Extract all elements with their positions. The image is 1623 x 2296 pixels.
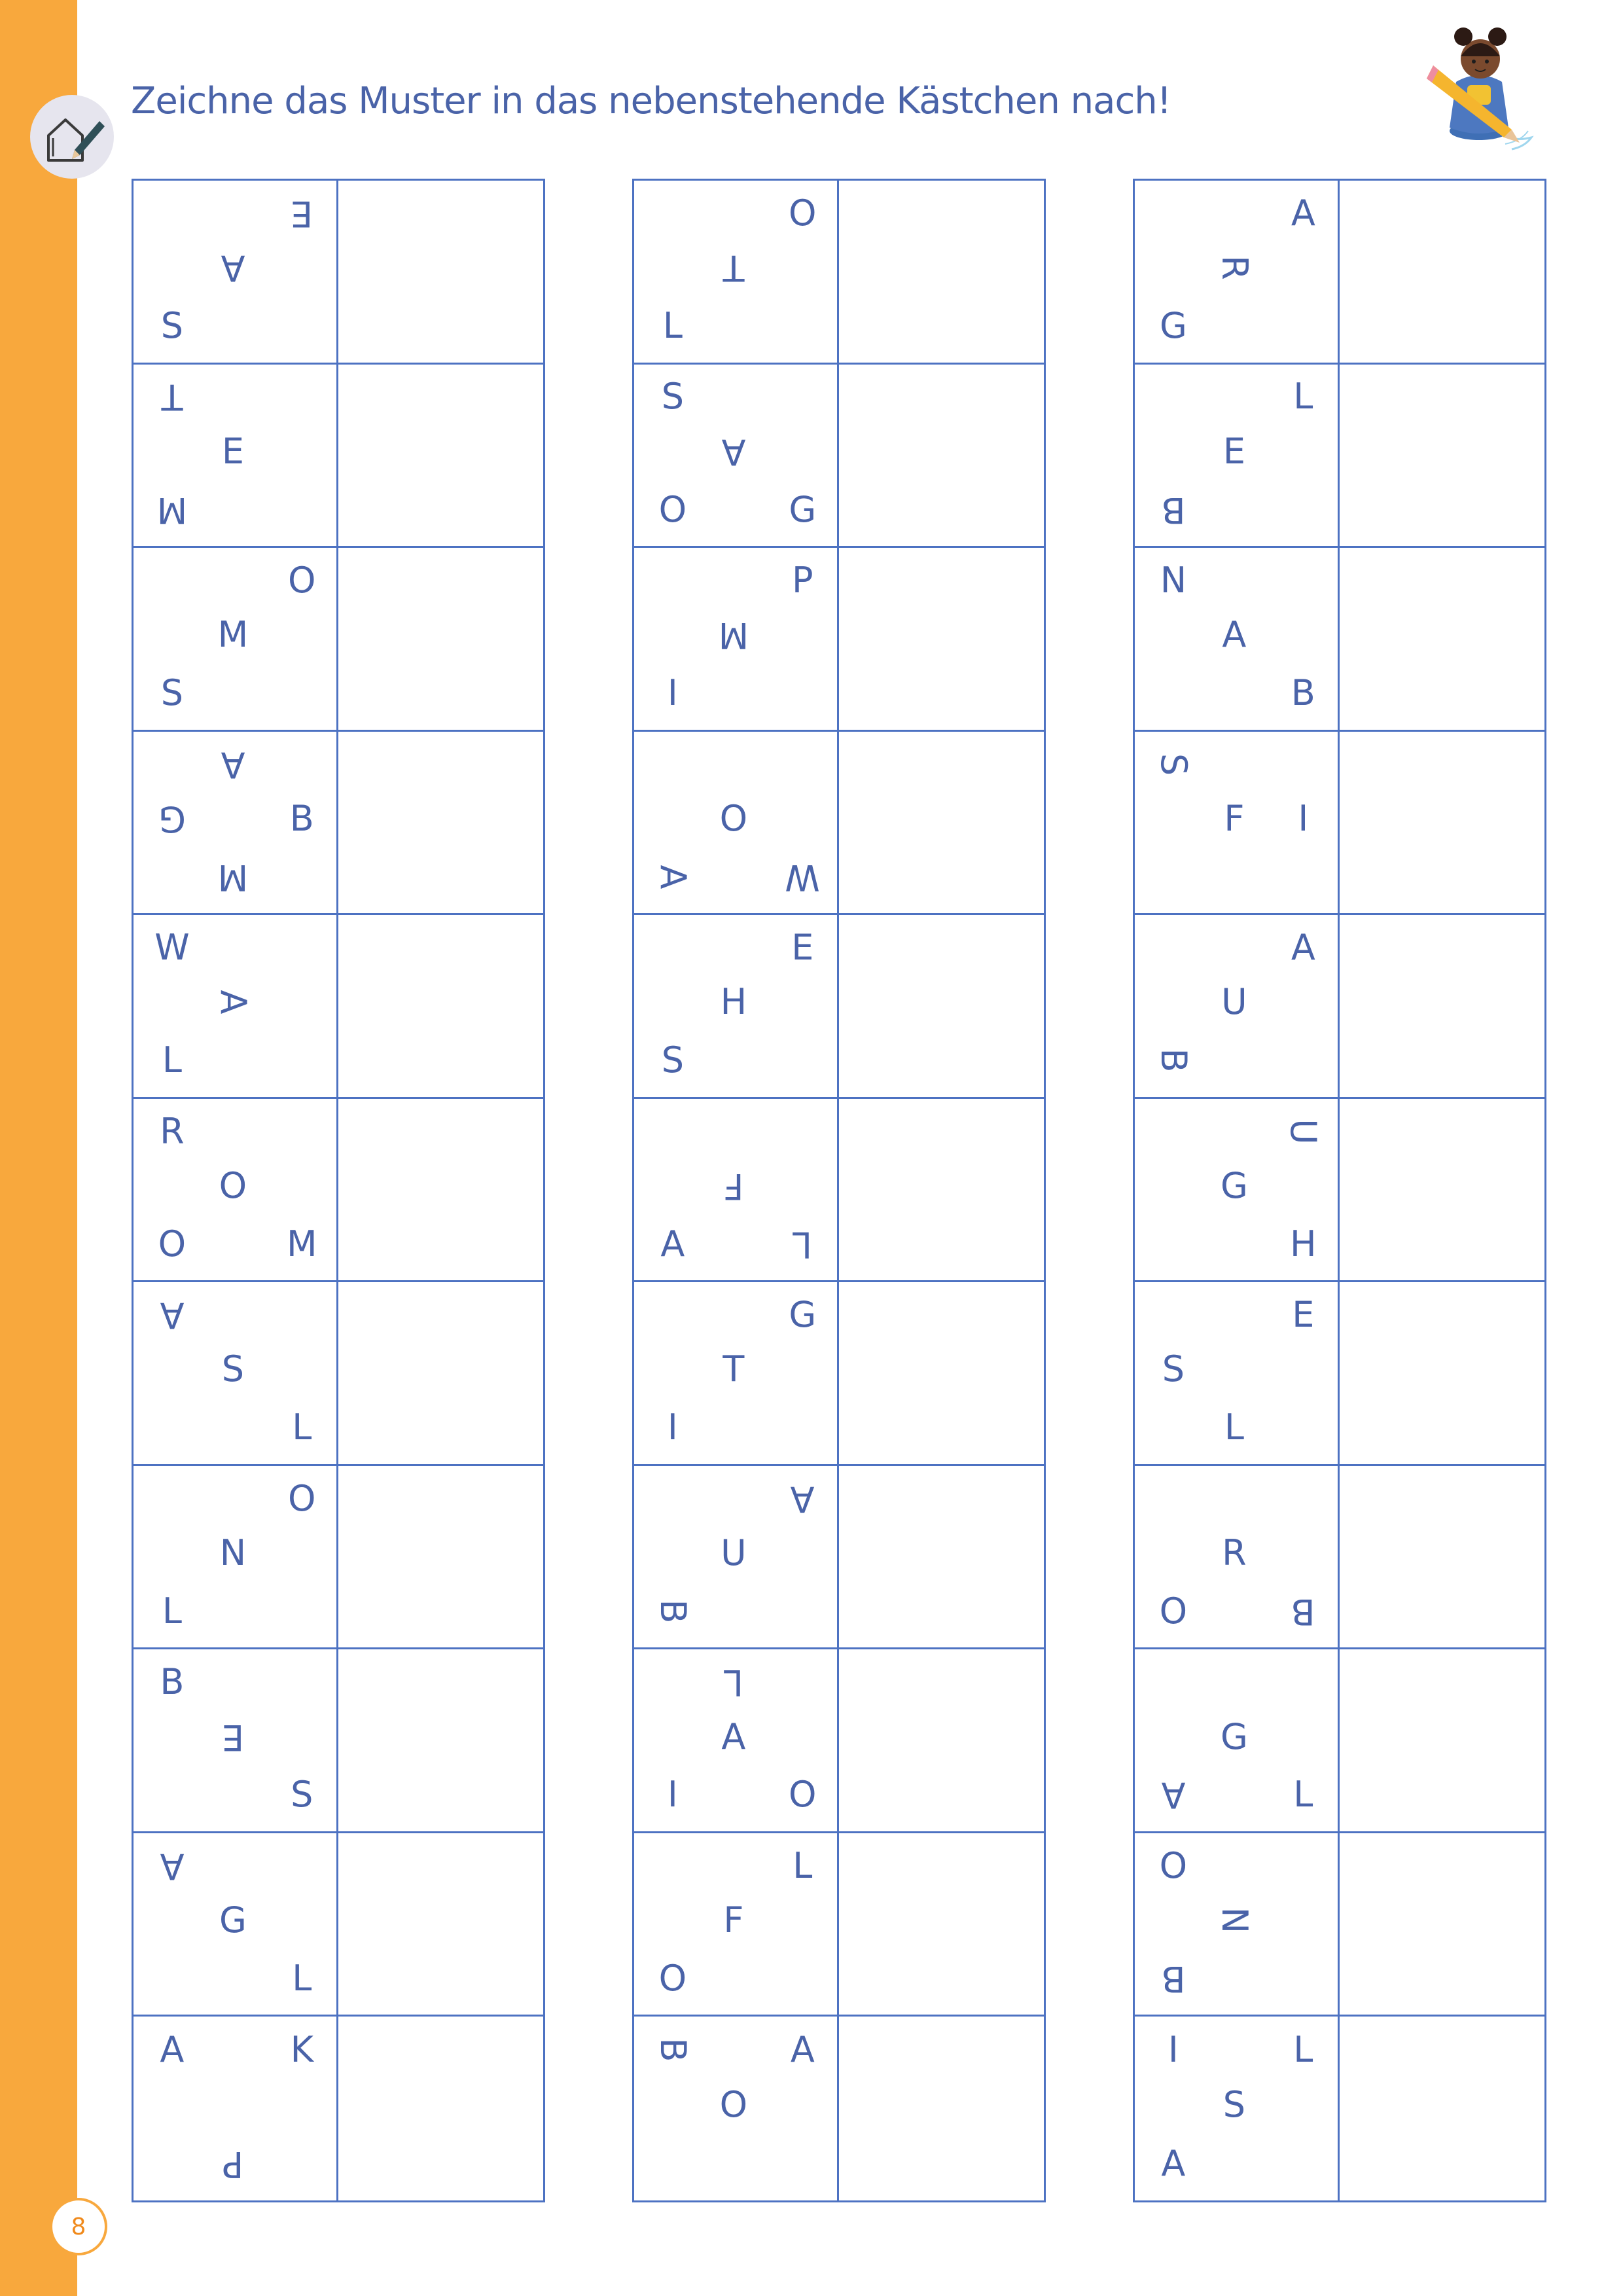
pattern-cell [634, 1833, 839, 2017]
drawing-cell[interactable] [839, 1099, 1044, 1283]
pattern-cell [134, 181, 338, 365]
pattern-letter: O [288, 1477, 316, 1519]
pattern-letter: B [1161, 489, 1186, 531]
pattern-cell [634, 1466, 839, 1650]
drawing-cell[interactable] [839, 2017, 1044, 2200]
pattern-letter: I [667, 672, 678, 714]
pattern-letter: G [1220, 1164, 1248, 1206]
pattern-letter: S [661, 376, 685, 418]
pattern-letter: A [1291, 927, 1315, 969]
pattern-letter: G [789, 1294, 817, 1336]
pattern-letter: R [1213, 255, 1255, 280]
pattern-letter: R [160, 1110, 185, 1152]
drawing-cell[interactable] [1340, 732, 1544, 916]
pattern-letter: O [288, 560, 316, 601]
drawing-cell[interactable] [1340, 181, 1544, 365]
pattern-letter: I [667, 1407, 678, 1448]
pattern-cell [1135, 548, 1340, 732]
pattern-cell [1135, 1833, 1340, 2017]
drawing-cell[interactable] [338, 365, 543, 548]
pattern-letter: A [790, 1478, 815, 1520]
pattern-letter: A [1291, 192, 1315, 234]
drawing-cell[interactable] [1340, 1649, 1544, 1833]
drawing-cell[interactable] [338, 1099, 543, 1283]
pattern-cell [634, 1282, 839, 1466]
exercise-column-3 [1133, 179, 1546, 2202]
pattern-cell [134, 365, 338, 548]
pattern-cell [134, 2017, 338, 2200]
pattern-letter: B [1291, 672, 1315, 714]
pattern-letter: L [162, 1039, 182, 1081]
pattern-cell [634, 181, 839, 365]
pattern-letter: N [219, 1532, 247, 1574]
pattern-letter: S [291, 1774, 313, 1816]
pattern-letter: A [212, 990, 254, 1014]
pattern-letter: L [662, 305, 683, 347]
drawing-cell[interactable] [338, 1649, 543, 1833]
pattern-letter: N [1160, 560, 1187, 601]
pattern-cell [634, 1649, 839, 1833]
pattern-letter: E [221, 1716, 244, 1758]
pattern-letter: G [158, 798, 186, 840]
pattern-letter: L [292, 1407, 312, 1448]
drawing-cell[interactable] [839, 1649, 1044, 1833]
pattern-letter: L [162, 1590, 182, 1632]
drawing-cell[interactable] [338, 2017, 543, 2200]
pattern-letter: S [1222, 2084, 1246, 2126]
pattern-cell [1135, 1466, 1340, 1650]
pattern-cell [1135, 365, 1340, 548]
pattern-letter: L [292, 1957, 312, 1999]
pattern-cell [634, 365, 839, 548]
pattern-cell [134, 732, 338, 916]
pattern-letter: L [793, 1844, 813, 1886]
pattern-letter: O [1159, 1590, 1188, 1632]
pattern-cell [634, 915, 839, 1099]
pattern-letter: L [1224, 1407, 1244, 1448]
pattern-letter: F [723, 1899, 744, 1941]
page-number: 8 [50, 2198, 107, 2255]
pattern-letter: A [221, 247, 245, 289]
pattern-letter: L [1293, 1774, 1313, 1816]
pattern-letter: E [791, 927, 814, 969]
pattern-letter: A [160, 1845, 185, 1887]
pattern-letter: U [721, 1532, 747, 1574]
drawing-cell[interactable] [839, 365, 1044, 548]
pattern-cell [134, 1649, 338, 1833]
pattern-letter: O [658, 1957, 687, 1999]
drawing-cell[interactable] [839, 732, 1044, 916]
pattern-letter: L [793, 1223, 813, 1265]
pattern-letter: U [1221, 981, 1247, 1023]
pattern-letter: O [219, 1164, 247, 1206]
pattern-letter: A [721, 431, 746, 473]
pattern-letter: M [287, 1223, 317, 1265]
drawing-cell[interactable] [839, 915, 1044, 1099]
house-pencil-icon [30, 95, 114, 179]
drawing-cell[interactable] [839, 548, 1044, 732]
pattern-cell [134, 1282, 338, 1466]
pattern-letter: B [1291, 1590, 1315, 1632]
pattern-letter: K [290, 2028, 313, 2070]
pattern-letter: M [156, 489, 188, 531]
pattern-letter: F [1224, 797, 1245, 839]
pattern-cell [134, 1099, 338, 1283]
pattern-letter: B [1161, 1958, 1186, 2000]
drawing-cell[interactable] [338, 915, 543, 1099]
pattern-letter: A [160, 2028, 185, 2070]
drawing-cell[interactable] [1340, 1466, 1544, 1650]
pattern-letter: L [1293, 2028, 1313, 2070]
pattern-letter: T [161, 376, 183, 418]
drawing-cell[interactable] [1340, 1099, 1544, 1283]
pattern-letter: A [1222, 614, 1247, 656]
exercise-column-2 [632, 179, 1046, 2202]
pattern-letter: L [723, 1662, 743, 1704]
instruction-heading: Zeichne das Muster in das nebenstehende Kästchen nach! [131, 80, 1171, 122]
pattern-letter: S [160, 672, 184, 714]
drawing-cell[interactable] [1340, 365, 1544, 548]
pattern-letter: P [792, 560, 813, 601]
pattern-letter: T [722, 247, 745, 289]
pattern-letter: G [789, 488, 817, 530]
drawing-cell[interactable] [338, 1833, 543, 2017]
pattern-letter: O [658, 488, 687, 530]
pattern-letter: E [291, 192, 313, 234]
drawing-cell[interactable] [1340, 2017, 1544, 2200]
pattern-letter: S [160, 305, 184, 347]
pattern-letter: L [1293, 376, 1313, 418]
pattern-cell [634, 732, 839, 916]
drawing-cell[interactable] [1340, 1282, 1544, 1466]
pattern-cell [134, 1833, 338, 2017]
pattern-letter: M [718, 615, 749, 656]
pattern-letter: E [1222, 430, 1245, 472]
pattern-letter: B [1152, 1048, 1194, 1073]
pattern-letter: S [1162, 1348, 1185, 1390]
pattern-cell [1135, 2017, 1340, 2200]
drawing-cell[interactable] [839, 1466, 1044, 1650]
pattern-letter: S [221, 1348, 245, 1390]
drawing-cell[interactable] [1340, 915, 1544, 1099]
pattern-cell [1135, 1282, 1340, 1466]
pattern-letter: O [719, 797, 748, 839]
pattern-cell [1135, 1099, 1340, 1283]
pattern-letter: I [1298, 797, 1309, 839]
pattern-letter: T [722, 1348, 745, 1390]
pattern-letter: F [723, 1165, 744, 1207]
pattern-letter: A [721, 1715, 746, 1757]
pattern-letter: E [221, 430, 244, 472]
pattern-letter: B [652, 1599, 694, 1624]
drawing-cell[interactable] [338, 1282, 543, 1466]
pattern-letter: O [719, 2084, 748, 2126]
drawing-cell[interactable] [1340, 1833, 1544, 2017]
pattern-letter: A [652, 865, 694, 889]
drawing-cell[interactable] [338, 548, 543, 732]
pattern-letter: W [785, 856, 820, 898]
drawing-cell[interactable] [338, 732, 543, 916]
pattern-letter: S [1152, 753, 1194, 776]
pattern-letter: B [289, 797, 314, 839]
pattern-letter: I [667, 1774, 678, 1816]
pattern-letter: G [1159, 305, 1187, 347]
pattern-cell [134, 1466, 338, 1650]
pattern-cell [1135, 181, 1340, 365]
pattern-letter: I [1168, 2028, 1179, 2070]
pattern-letter: M [217, 856, 249, 898]
pattern-letter: A [1161, 1774, 1186, 1816]
pattern-letter: S [661, 1039, 685, 1081]
pattern-letter: W [154, 927, 190, 969]
pattern-letter: O [789, 1774, 817, 1816]
pattern-letter: A [221, 744, 245, 785]
drawing-cell[interactable] [1340, 548, 1544, 732]
orange-side-stripe [0, 0, 77, 2296]
pattern-letter: B [652, 2037, 694, 2062]
pattern-letter: G [1220, 1715, 1248, 1757]
drawing-cell[interactable] [839, 181, 1044, 365]
pattern-cell [1135, 915, 1340, 1099]
pattern-letter: B [160, 1661, 185, 1703]
pattern-letter: O [789, 192, 817, 234]
pattern-cell [1135, 1649, 1340, 1833]
pattern-letter: A [160, 1295, 185, 1336]
pattern-letter: A [1161, 2142, 1186, 2184]
pattern-letter: H [720, 981, 747, 1023]
pattern-letter: G [219, 1899, 247, 1941]
drawing-cell[interactable] [338, 1466, 543, 1650]
pattern-letter: N [1213, 1907, 1255, 1934]
pattern-cell [634, 2017, 839, 2200]
pattern-cell [634, 548, 839, 732]
pattern-letter: O [1159, 1844, 1188, 1886]
pattern-cell [634, 1099, 839, 1283]
drawing-cell[interactable] [338, 181, 543, 365]
pattern-letter: A [790, 2028, 815, 2070]
pattern-letter: O [158, 1223, 187, 1265]
pattern-letter: P [222, 2143, 244, 2185]
pattern-letter: U [1283, 1118, 1325, 1145]
exercise-column-1 [132, 179, 545, 2202]
girl-with-pencil-illustration [1407, 20, 1558, 164]
pattern-cell [1135, 732, 1340, 916]
pattern-letter: A [660, 1223, 685, 1265]
pattern-letter: M [217, 614, 249, 656]
pattern-letter: R [1222, 1532, 1247, 1574]
drawing-cell[interactable] [839, 1282, 1044, 1466]
pattern-letter: H [1289, 1223, 1317, 1265]
drawing-cell[interactable] [839, 1833, 1044, 2017]
pattern-cell [134, 548, 338, 732]
pattern-cell [134, 915, 338, 1099]
pattern-letter: E [1292, 1294, 1315, 1336]
